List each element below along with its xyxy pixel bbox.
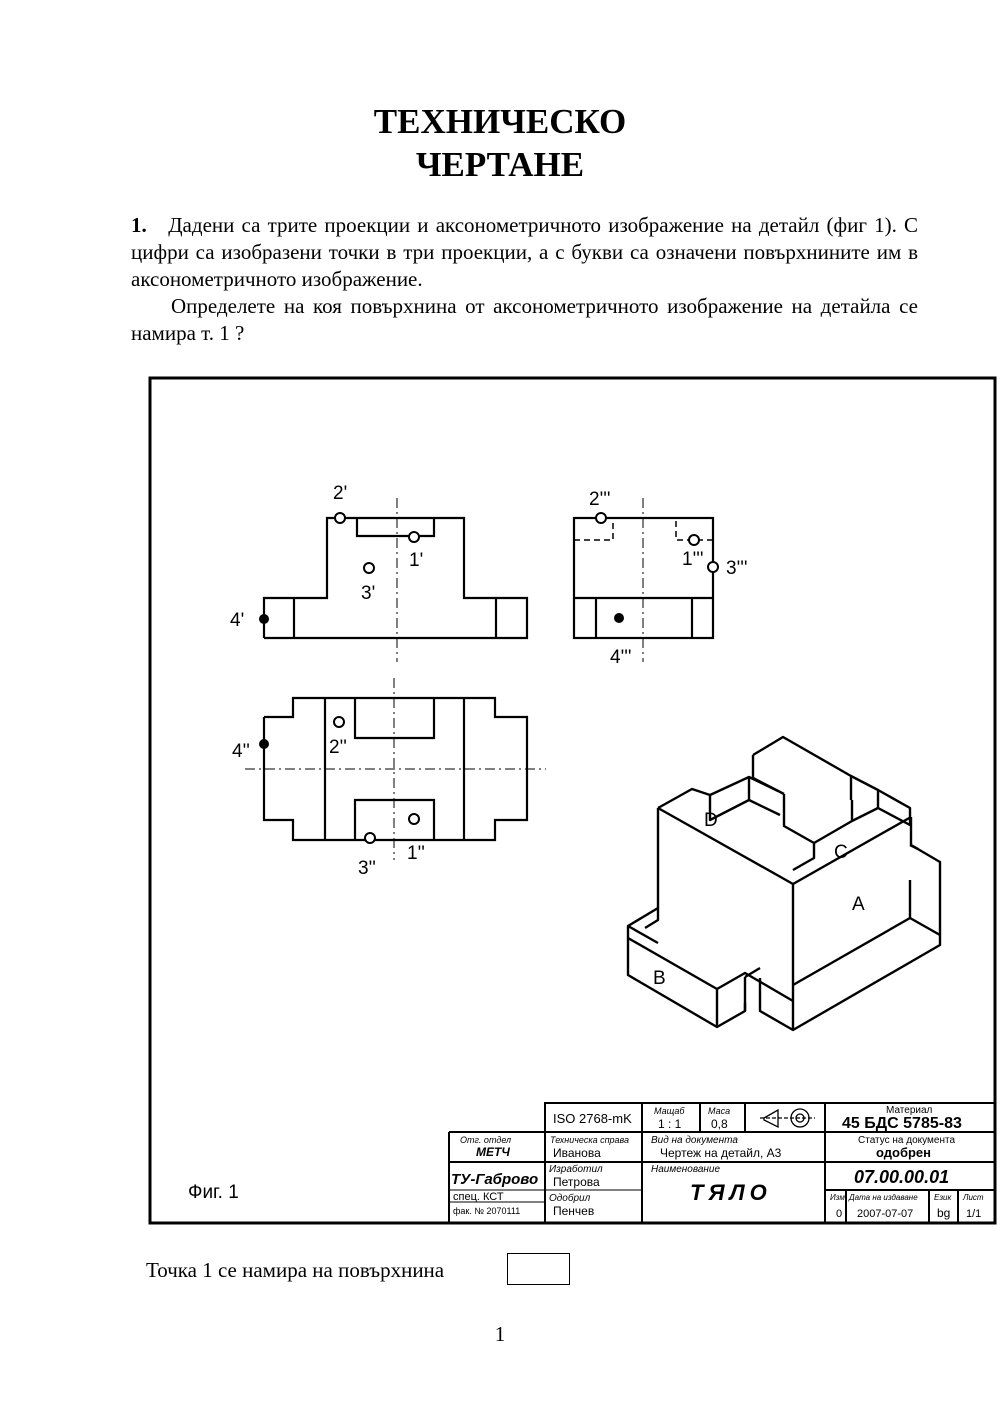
top-label-2: 2'': [329, 737, 347, 758]
front-point-3: [364, 563, 374, 573]
tb-status-label: Статус на документа: [858, 1135, 956, 1146]
side-point-1: [689, 535, 699, 545]
tb-tech-check-label: Техническа справа: [550, 1135, 630, 1145]
side-point-2: [596, 513, 606, 523]
front-label-1: 1': [409, 550, 424, 571]
tb-university: ТУ-Габрово: [451, 1171, 539, 1188]
page-title-line1: ТЕХНИЧЕСКО: [373, 102, 627, 141]
side-label-4: 4''': [610, 647, 632, 668]
tb-scale: 1 : 1: [658, 1117, 682, 1131]
side-point-4: [614, 613, 624, 623]
tb-scale-label: Мащаб: [654, 1106, 685, 1116]
isometric-view: [628, 737, 940, 1030]
tb-material-label: Материал: [886, 1105, 933, 1116]
side-label-1: 1''': [682, 549, 704, 570]
figure-caption: Фиг. 1: [188, 1182, 239, 1203]
front-point-2: [335, 513, 345, 523]
top-point-3: [365, 833, 375, 843]
front-point-4: [259, 614, 269, 624]
top-point-1: [409, 814, 419, 824]
tb-date-label: Дата на издаване: [849, 1193, 918, 1202]
tb-mass-label: Маса: [708, 1106, 731, 1116]
side-point-3: [708, 562, 718, 572]
surface-label-A: A: [852, 894, 865, 915]
side-label-2: 2''': [589, 489, 611, 510]
tb-faculty-no: фак. № 2070111: [453, 1206, 521, 1216]
front-label-4: 4': [230, 610, 245, 631]
tb-material: 45 БДС 5785-83: [842, 1115, 962, 1132]
surface-label-D: D: [704, 810, 718, 831]
tb-date: 2007-07-07: [857, 1208, 914, 1220]
tb-dept: МЕТЧ: [476, 1145, 510, 1159]
tb-rev: 0: [836, 1208, 843, 1220]
tb-standard: ISO 2768-mK: [553, 1111, 632, 1126]
tb-made-by-label: Изработил: [549, 1164, 603, 1175]
task-body: Дадени са трите проекции и аксонометричното изображение на детайл (фиг 1). С цифри са изобразени точки в три проекции, а с букви са означени повърхнините им в аксонометричното изображение.: [131, 213, 919, 291]
front-label-3: 3': [361, 583, 376, 604]
tb-lang-label: Език: [934, 1193, 952, 1202]
top-point-4: [259, 739, 269, 749]
tb-specialty: спец. КСТ: [453, 1191, 504, 1203]
tb-tech-check: Иванова: [553, 1146, 601, 1160]
page-number: 1: [494, 1322, 506, 1346]
top-label-3: 3'': [358, 858, 376, 879]
front-view: [264, 518, 527, 638]
projection-symbol-icon: [760, 1109, 815, 1127]
tb-doc-type-label: Вид на документа: [651, 1135, 738, 1146]
front-point-1: [409, 532, 419, 542]
tb-lang: bg: [937, 1206, 951, 1220]
task-number: 1.: [131, 213, 147, 237]
tb-dept-label: Отг. отдел: [460, 1135, 512, 1145]
front-label-2: 2': [333, 483, 348, 504]
tb-mass: 0,8: [711, 1117, 728, 1131]
tb-approved-label: Одобрил: [549, 1193, 591, 1204]
answer-input[interactable]: [507, 1253, 570, 1285]
tb-made-by: Петрова: [553, 1175, 600, 1189]
top-label-1: 1'': [407, 843, 425, 864]
top-label-4: 4'': [232, 741, 250, 762]
answer-label: Точка 1 се намира на повърхнина: [146, 1258, 445, 1282]
top-point-2: [334, 717, 344, 727]
tb-sheet-label: Лист: [963, 1193, 984, 1202]
drawing-frame: [150, 378, 995, 1223]
task-question: Определете на коя повърхнина от аксонометричното изображение на детайла се намира т. 1 ?: [131, 294, 918, 345]
tb-rev-label: Изм.: [830, 1193, 848, 1202]
tb-doc-number: 07.00.00.01: [854, 1167, 950, 1187]
side-label-3: 3''': [726, 558, 748, 579]
tb-part-name: ТЯЛО: [690, 1180, 772, 1205]
tb-status: одобрен: [876, 1145, 932, 1160]
surface-label-B: B: [653, 968, 666, 989]
tb-approved: Пенчев: [553, 1204, 595, 1218]
surface-label-C: C: [834, 842, 848, 863]
page-title-line2: ЧЕРТАНЕ: [415, 145, 585, 184]
tb-name-label: Наименование: [651, 1164, 721, 1175]
tb-doc-type: Чертеж на детайл, А3: [660, 1146, 782, 1160]
tb-sheet: 1/1: [966, 1208, 982, 1220]
